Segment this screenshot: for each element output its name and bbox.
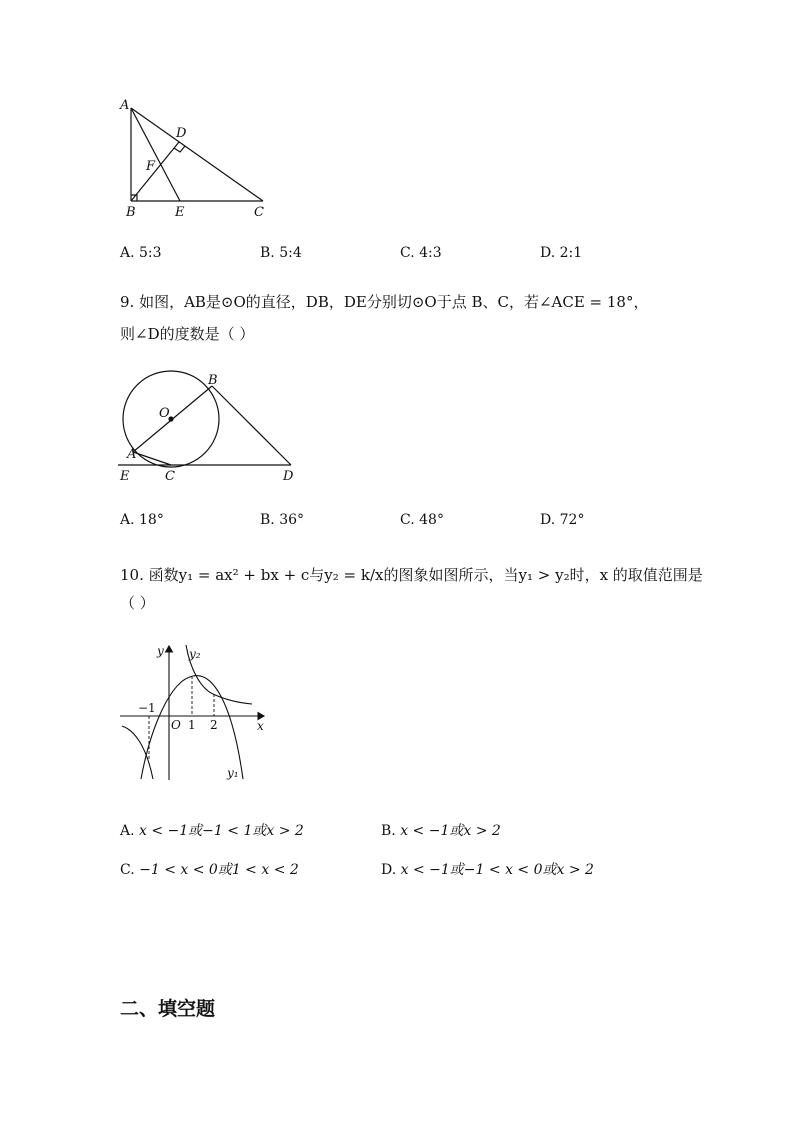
label-b: B	[126, 205, 136, 220]
label-x-axis: x	[257, 719, 264, 733]
tick-label-minus1: −1	[138, 701, 156, 715]
label-d: D	[283, 469, 294, 484]
label-c: C	[254, 205, 264, 220]
q9-option-a[interactable]: A. 18°	[120, 512, 164, 528]
label-y1: y₁	[227, 766, 239, 780]
q8-triangle-figure	[110, 92, 280, 220]
q8-option-c[interactable]: C. 4:3	[400, 245, 442, 261]
label-a: A	[120, 98, 130, 113]
segment-ae	[131, 108, 180, 201]
label-c: C	[165, 469, 175, 484]
q8-option-a[interactable]: A. 5:3	[120, 245, 162, 261]
label-o: O	[159, 406, 170, 421]
q9-stem-line2: 则∠D的度数是（ ）	[120, 325, 255, 343]
q9-option-c[interactable]: C. 48°	[400, 512, 444, 528]
label-y-axis: y	[157, 644, 164, 658]
label-d: D	[176, 126, 187, 141]
segment-ac	[131, 108, 263, 201]
q9-stem-line1: 9. 如图，AB是⊙O的直径，DB，DE分别切⊙O于点 B、C，若∠ACE = 18°，	[120, 293, 649, 311]
label-y2: y₂	[189, 647, 201, 661]
label-a: A	[127, 447, 137, 462]
tangent-db	[212, 386, 291, 465]
label-e: E	[175, 205, 185, 220]
q10-stem-line2: （ ）	[120, 594, 155, 612]
label-b: B	[208, 373, 218, 388]
section-title-fill-in: 二、填空题	[120, 998, 216, 1020]
q9-option-d[interactable]: D. 72°	[540, 512, 585, 528]
q10-graph-figure	[115, 638, 275, 788]
q10-option-b[interactable]: B. x < −1或x > 2	[381, 823, 501, 839]
label-origin: O	[171, 718, 181, 732]
q10-option-a[interactable]: A. x < −1或−1 < 1或x > 2	[120, 823, 304, 839]
hyperbola-y2-left	[122, 726, 153, 779]
tick-label-1: 1	[188, 718, 196, 732]
q9-circle-figure	[110, 370, 310, 485]
q10-option-c[interactable]: C. −1 < x < 0或1 < x < 2	[120, 862, 299, 878]
q10-option-d[interactable]: D. x < −1或−1 < x < 0或x > 2	[381, 862, 594, 878]
q9-option-b[interactable]: B. 36°	[260, 512, 305, 528]
label-f: F	[146, 159, 156, 174]
q8-option-b[interactable]: B. 5:4	[260, 245, 302, 261]
label-e: E	[120, 469, 130, 484]
tick-label-2: 2	[210, 718, 218, 732]
q10-stem-line1: 10. 函数y₁ = ax² + bx + c与y₂ = k/x的图象如图所示，当y₁ > y₂时，x 的取值范围是	[120, 566, 703, 584]
q8-option-d[interactable]: D. 2:1	[540, 245, 583, 261]
